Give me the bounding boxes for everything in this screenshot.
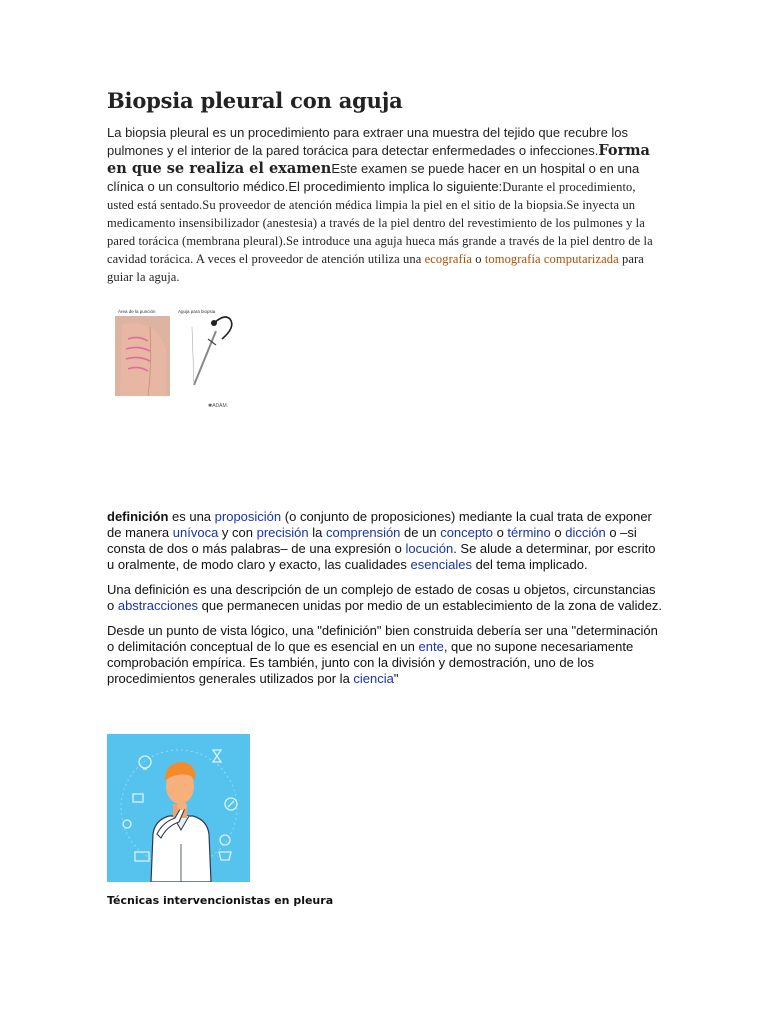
text: y con [218, 525, 257, 540]
text: del tema implicado. [471, 557, 588, 572]
precision-link[interactable]: precisión [256, 525, 309, 540]
text: Desde un punto de vista lógico, una "definición" bien construida debería ser una "determinación o delimitación conceptual de lo que es esencial en un [107, 623, 658, 654]
termino-link[interactable]: término [507, 525, 551, 540]
thinking-person-illustration [107, 734, 250, 882]
comprension-link[interactable]: comprensión [325, 525, 401, 540]
intro-sentence: La biopsia pleural es un procedimiento para extraer una muestra del tejido que recubre los pulmones y el interior de la pared torácica para detectar enfermedades o infecciones. [107, 125, 629, 158]
abstracciones-link[interactable]: abstracciones [117, 598, 199, 613]
ecografia-link[interactable]: ecografía [424, 252, 473, 266]
definition-section [107, 509, 663, 696]
procedure-ending: para guiar la aguja. [107, 252, 644, 284]
intro-paragraph [107, 124, 663, 286]
procedure-text [107, 180, 653, 284]
text: (o conjunto de proposiciones) mediante la cual trata de exponer de manera [107, 509, 652, 540]
text: Una definición es una descripción de un complejo de estado de cosas u objetos, circunstancias o [107, 582, 656, 613]
adam-watermark: ✱ADAM. [208, 403, 229, 409]
figure-label-left: Área de la punción [118, 309, 156, 314]
definition-paragraph-1 [107, 509, 663, 573]
text: o –si consta de dos o más palabras– de una expresión o [107, 525, 637, 556]
figure-label-right: Aguja para biopsia [178, 309, 216, 314]
concepto-link[interactable]: concepto [440, 525, 493, 540]
text: " [393, 671, 399, 686]
ciencia-link[interactable]: ciencia [353, 671, 394, 686]
univoca-link[interactable]: unívoca [172, 525, 219, 540]
figure-caption: Técnicas intervencionistas en pleura [107, 894, 334, 907]
definition-term: definición [107, 509, 169, 524]
text: , que no supone necesariamente comprobación empírica. Es también, junto con la división y demostración, uno de los procedimientos generales utilizados por la [107, 639, 634, 686]
article [107, 88, 663, 286]
text: de un [400, 525, 441, 540]
ente-link[interactable]: ente [418, 639, 444, 654]
diccion-link[interactable]: dicción [565, 525, 606, 540]
text: que permanecen unidas por medio de un establecimiento de la zona de validez. [198, 598, 663, 613]
section-heading: Forma en que se realiza el examen [107, 142, 650, 177]
definition-paragraph-3 [107, 623, 663, 687]
intro-sentence-2: Este examen se puede hacer en un hospital o en una clínica o un consultorio médico.El procedimiento implica lo siguiente: [107, 161, 640, 194]
definition-paragraph-2 [107, 582, 663, 614]
procedure-steps: Durante el procedimiento, usted está sentado.Su proveedor de atención médica limpia la piel en el sitio de la biopsia.Se inyecta un medicamento insensibilizador (anestesia) a través de la piel dentro del revestimiento de los pulmones y la pared torácica (membrana pleural).Se introduce una aguja hueca más grande a través de la piel dentro de la cavidad torácica. A veces el proveedor de atención utiliza una [107, 180, 653, 266]
text: . Se alude a determinar, por escrito u oralmente, de modo claro y exacto, las cualidades [107, 541, 656, 572]
text: o [492, 525, 508, 540]
biopsy-illustration [112, 305, 254, 409]
text: es una [168, 509, 215, 524]
tomografia-link[interactable]: tomografía computarizada [484, 252, 619, 266]
page-title: Biopsia pleural con aguja [107, 88, 403, 113]
locucion-link[interactable]: locución [405, 541, 454, 556]
proposicion-link[interactable]: proposición [214, 509, 282, 524]
text: o [550, 525, 566, 540]
connector-text: o [472, 252, 485, 266]
esenciales-link[interactable]: esenciales [410, 557, 472, 572]
text: la [308, 525, 326, 540]
biopsy-needle-icon [192, 317, 232, 385]
